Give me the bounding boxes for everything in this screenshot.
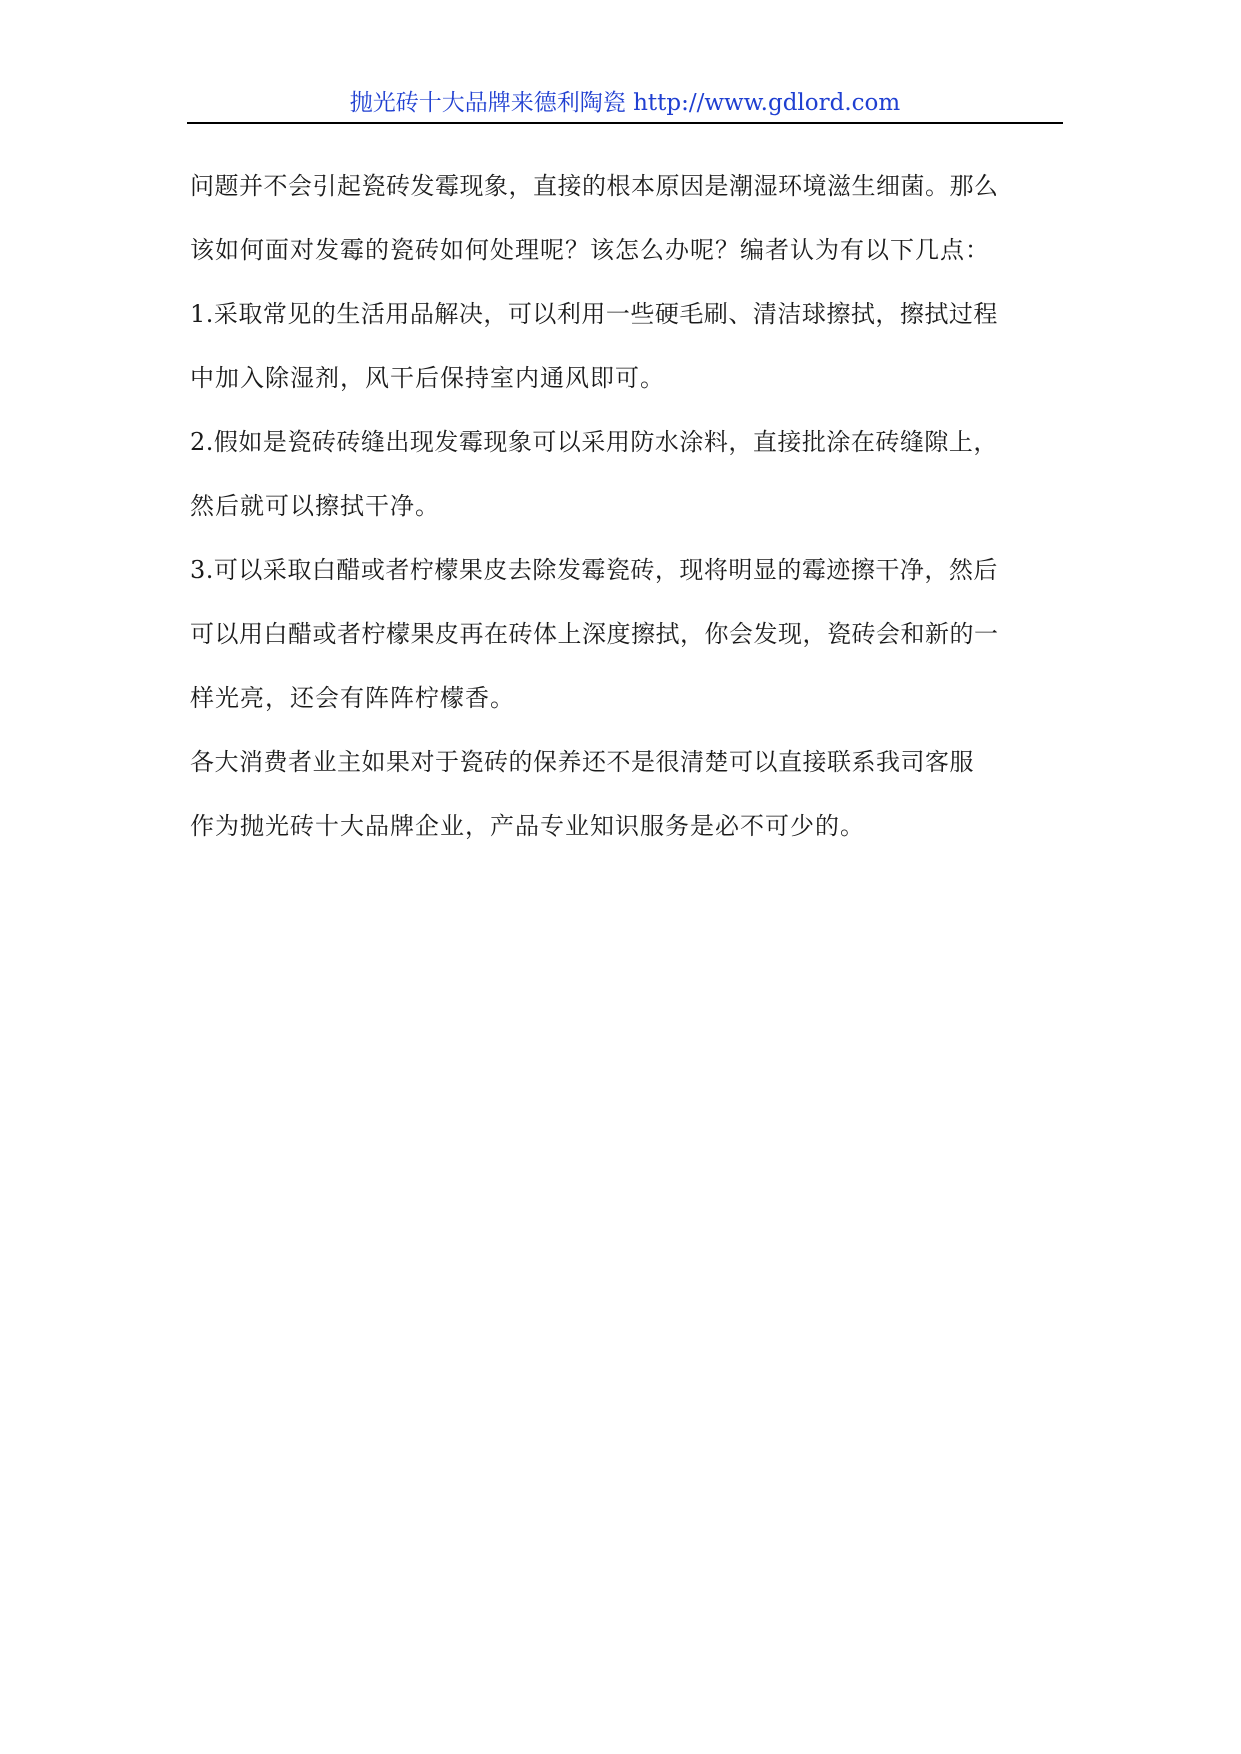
body-line: 作为抛光砖十大品牌企业，产品专业知识服务是必不可少的。 — [190, 812, 865, 840]
body-line: 2.假如是瓷砖砖缝出现发霉现象可以采用防水涂料，直接批涂在砖缝隙上， — [190, 428, 998, 456]
body-line: 样光亮，还会有阵阵柠檬香。 — [190, 684, 515, 712]
body-line: 可以用白醋或者柠檬果皮再在砖体上深度擦拭，你会发现，瓷砖会和新的一 — [190, 620, 999, 648]
body-line: 然后就可以擦拭干净。 — [190, 492, 440, 520]
body-line: 该如何面对发霉的瓷砖如何处理呢？该怎么办呢？编者认为有以下几点： — [190, 236, 990, 264]
body-line: 问题并不会引起瓷砖发霉现象，直接的根本原因是潮湿环境滋生细菌。那么 — [190, 172, 999, 200]
body-line: 1.采取常见的生活用品解决，可以利用一些硬毛刷、清洁球擦拭，擦拭过程 — [190, 300, 998, 328]
header-divider — [187, 122, 1063, 124]
body-line: 3.可以采取白醋或者柠檬果皮去除发霉瓷砖，现将明显的霉迹擦干净，然后 — [190, 556, 998, 584]
body-line: 中加入除湿剂，风干后保持室内通风即可。 — [190, 364, 665, 392]
page-header-title: 抛光砖十大品牌来德利陶瓷 http://www.gdlord.com — [349, 90, 901, 116]
document-body — [190, 154, 1062, 858]
body-line: 各大消费者业主如果对于瓷砖的保养还不是很清楚可以直接联系我司客服 — [190, 748, 974, 776]
